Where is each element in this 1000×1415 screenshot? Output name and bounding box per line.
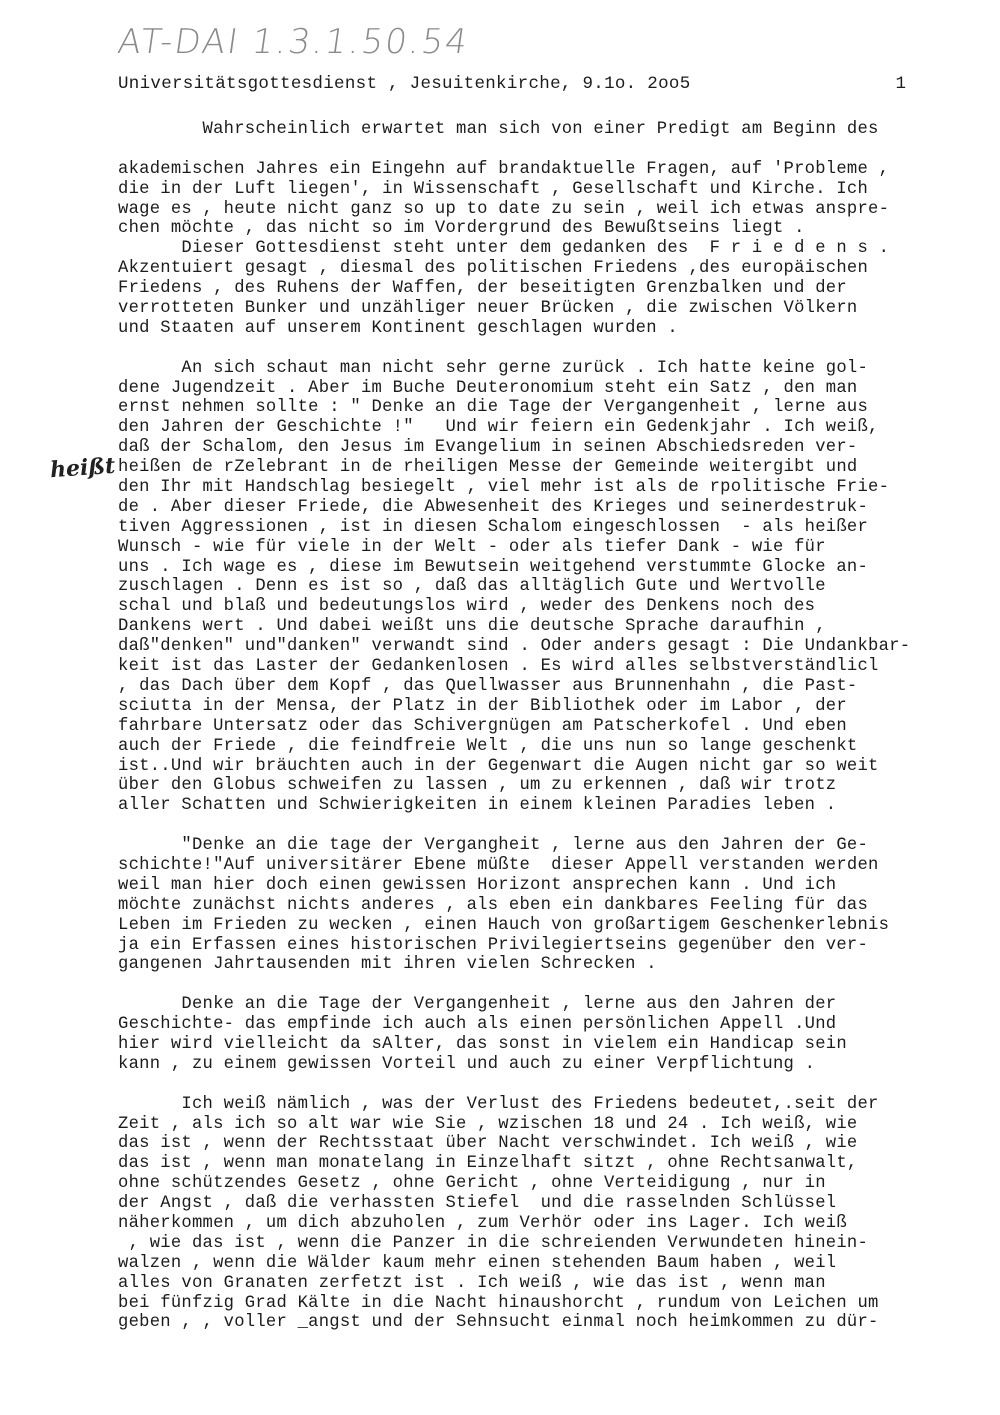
text-line: hier wird vielleicht da sAlter, das sonst in vielem ein Handicap sein: [118, 1034, 847, 1054]
text-line: den Jahren der Geschichte !" Und wir feiern ein Gedenkjahr . Ich weiß,: [118, 418, 879, 438]
text-line: über den Globus schweifen zu lassen , um zu erkennen , daß wir trotz: [118, 776, 837, 796]
text-line: ernst nehmen sollte : " Denke an die Tage der Vergangenheit , lerne aus: [118, 398, 869, 418]
text-line: akademischen Jahres ein Eingehn auf brandaktuelle Fragen, auf 'Probleme ,: [118, 159, 890, 179]
text-line: Dieser Gottesdienst steht unter dem gedanken des F r i e d e n s .: [118, 239, 890, 259]
paragraph-gap: [118, 975, 978, 995]
text-line: Geschichte- das empfinde ich auch als einen persönlichen Appell .Und: [118, 1015, 837, 1035]
text-line: näherkommen , um dich abzuholen , zum Verhör oder ins Lager. Ich weiß: [118, 1213, 847, 1233]
text-line: tiven Aggressionen , ist in diesen Schalom eingeschlossen - als heißer: [118, 517, 869, 537]
paragraph-gap: [118, 140, 978, 160]
text-line: geben , , voller _angst und der Sehnsucht einmal noch heimkommen zu dür-: [118, 1313, 879, 1333]
text-line: Friedens , des Ruhens der Waffen, der beseitigten Grenzbalken und der: [118, 279, 847, 299]
text-line: heißen de rZelebrant in de rheiligen Messe der Gemeinde weitergibt und: [118, 458, 858, 478]
text-line: Leben im Frieden zu wecken , einen Hauch von großartigem Geschenkerlebnis: [118, 915, 890, 935]
text-line: , wie das ist , wenn die Panzer in die schreienden Verwundeten hinein-: [118, 1233, 869, 1253]
text-line: Akzentuiert gesagt , diesmal des politischen Friedens ,des europäischen: [118, 259, 869, 279]
text-line: auch der Friede , die feindfreie Welt , die uns nun so lange geschenkt: [118, 736, 858, 756]
paragraph-gap: [118, 816, 978, 836]
text-line: und Staaten auf unserem Kontinent geschlagen wurden .: [118, 318, 678, 338]
text-line: Dankens wert . Und dabei weißt uns die deutsche Sprache daraufhin ,: [118, 617, 826, 637]
paragraph-gap: [118, 1075, 978, 1095]
text-line: walzen , wenn die Wälder kaum mehr einen stehenden Baum haben , weil: [118, 1253, 837, 1273]
handwritten-margin-note: heißt: [49, 452, 117, 484]
text-line: Denke an die Tage der Vergangenheit , lerne aus den Jahren der: [118, 995, 837, 1015]
text-line: das ist , wenn man monatelang in Einzelhaft sitzt , ohne Rechtsanwalt,: [118, 1154, 858, 1174]
text-line: daß der Schalom, den Jesus im Evangelium in seinen Abschiedsreden ver-: [118, 438, 858, 458]
text-line: gangenen Jahrtausenden mit ihren vielen Schrecken .: [118, 955, 657, 975]
text-line: kann , zu einem gewissen Vorteil und auch zu einer Verpflichtung .: [118, 1054, 816, 1074]
text-line: An sich schaut man nicht sehr gerne zurück . Ich hatte keine gol-: [118, 358, 869, 378]
text-line: de . Aber dieser Friede, die Abwesenheit des Krieges und seinerdestruk-: [118, 497, 869, 517]
text-line: den Ihr mit Handschlag besiegelt , viel mehr ist als de rpolitische Frie-: [118, 478, 890, 498]
text-line: chen möchte , das nicht so im Vordergrund des Bewußtseins liegt .: [118, 219, 805, 239]
text-line: sciutta in der Mensa, der Platz in der Bibliothek oder im Labor , der: [118, 696, 847, 716]
text-line: wage es , heute nicht ganz so up to date zu sein , weil ich etwas anspre-: [118, 199, 890, 219]
sermon-text: [118, 120, 978, 1333]
text-line: alles von Granaten zerfetzt ist . Ich weiß , wie das ist , wenn man: [118, 1273, 826, 1293]
text-line: ist..Und wir bräuchten auch in der Gegenwart die Augen nicht gar so weit: [118, 756, 879, 776]
text-line: der Angst , daß die verhassten Stiefel und die rasselnden Schlüssel: [118, 1194, 837, 1214]
text-line: fahrbare Untersatz oder das Schivergnügen am Patscherkofel . Und eben: [118, 716, 847, 736]
archive-reference: AT-DAI 1.3.1.50.54: [115, 22, 472, 62]
text-line: dene Jugendzeit . Aber im Buche Deuteronomium steht ein Satz , den man: [118, 378, 858, 398]
text-line: verrotteten Bunker und unzähliger neuer Brücken , die zwischen Völkern: [118, 299, 858, 319]
text-line: Zeit , als ich so alt war wie Sie , wzischen 18 und 24 . Ich weiß, wie: [118, 1114, 858, 1134]
text-line: Wahrscheinlich erwartet man sich von einer Predigt am Beginn des: [118, 120, 879, 139]
text-line: die in der Luft liegen', in Wissenschaft , Gesellschaft und Kirche. Ich: [118, 179, 869, 199]
text-line: keit ist das Laster der Gedankenlosen . Es wird alles selbstverständlicl: [118, 657, 879, 677]
text-line: aller Schatten und Schwierigkeiten in einem kleinen Paradies leben .: [118, 796, 837, 816]
text-line: schichte!"Auf universitärer Ebene müßte dieser Appell verstanden werden: [118, 855, 879, 875]
text-line: weil man hier doch einen gewissen Horizont ansprechen kann . Und ich: [118, 875, 837, 895]
text-line: daß"denken" und"danken" verwandt sind . Oder anders gesagt : Die Undankbar-: [118, 637, 911, 657]
text-line: bei fünfzig Grad Kälte in die Nacht hinaushorcht , rundum von Leichen um: [118, 1293, 879, 1313]
paragraph-gap: [118, 339, 978, 359]
text-line: uns . Ich wage es , diese im Bewutsein weitgehend verstummte Glocke an-: [118, 557, 869, 577]
text-line: ohne schützendes Gesetz , ohne Gericht , ohne Verteidigung , nur in: [118, 1174, 826, 1194]
text-line: , das Dach über dem Kopf , das Quellwasser aus Brunnenhahn , die Past-: [118, 676, 858, 696]
page-header: [118, 74, 918, 102]
text-line: Wunsch - wie für viele in der Welt - oder als tiefer Dank - wie für: [118, 537, 826, 557]
text-line: möchte zunächst nichts anderes , als eben ein dankbares Feeling für das: [118, 895, 869, 915]
text-line: "Denke an die tage der Vergangheit , lerne aus den Jahren der Ge-: [118, 836, 869, 856]
text-line: schal und blaß und bedeutungslos wird , weder des Denkens noch des: [118, 597, 816, 617]
text-line: das ist , wenn der Rechtsstaat über Nacht verschwindet. Ich weiß , wie: [118, 1134, 858, 1154]
text-line: Ich weiß nämlich , was der Verlust des Friedens bedeutet,.seit der: [118, 1094, 879, 1114]
text-line: ja ein Erfassen eines historischen Privilegiertseins gegenüber den ver-: [118, 935, 869, 955]
header-title: Universitätsgottesdienst , Jesuitenkirche, 9.1o. 2oo5: [118, 74, 691, 94]
page-number: 1: [895, 74, 906, 94]
text-line: zuschlagen . Denn es ist so , daß das alltäglich Gute und Wertvolle: [118, 577, 826, 597]
